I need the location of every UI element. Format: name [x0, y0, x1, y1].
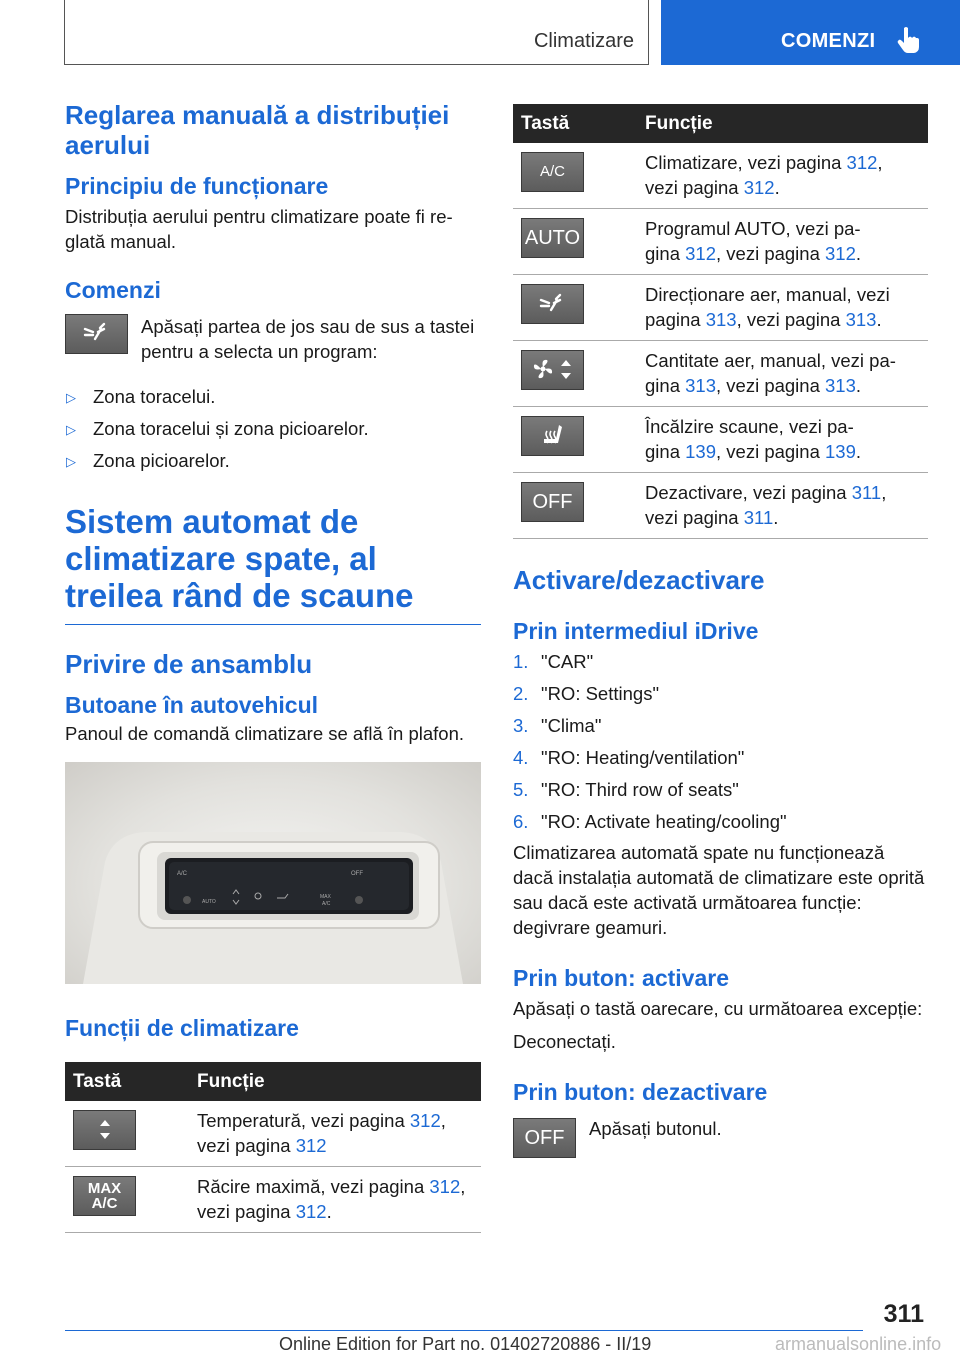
- text-button-on-exception: Deconectați.: [513, 1031, 616, 1052]
- table-row: Temperatură, vezi pagina 312, vezi pagina 312: [65, 1101, 481, 1167]
- column-header: Funcție: [189, 1062, 481, 1101]
- table-row: Cantitate aer, manual, vezi pa- gina 313, vezi pagina 313.: [513, 341, 928, 407]
- list-item: 4. "RO: Heating/ventilation": [513, 747, 745, 768]
- left-column: [65, 100, 481, 1233]
- heading-manual-distribution: Reglarea manuală a distribuției aerului: [65, 100, 450, 160]
- column-header: Funcție: [637, 104, 928, 143]
- page-link[interactable]: 312: [825, 243, 856, 264]
- page-link[interactable]: 313: [705, 309, 737, 330]
- svg-text:AUTO: AUTO: [202, 899, 216, 905]
- table-row: Direcționare aer, manual, vezi pagina 313, vezi pagina 313.: [513, 275, 928, 341]
- heading-button-off: Prin buton: dezactivare: [513, 1079, 768, 1105]
- air-direction-icon: [67, 315, 127, 351]
- page-link[interactable]: 311: [851, 482, 882, 503]
- off-button-icon: OFF: [521, 482, 584, 522]
- page-number: 311: [883, 1300, 924, 1328]
- svg-text:OFF: OFF: [351, 871, 363, 877]
- tab-comenzi[interactable]: [661, 0, 960, 65]
- table-row: Încălzire scaune, vezi pa- gina 139, vezi pagina 139.: [513, 407, 928, 473]
- triangle-bullet-icon: ▷: [66, 422, 76, 437]
- max-ac-button-icon: MAX A/C: [73, 1176, 136, 1216]
- seat-heating-button-icon: [521, 416, 584, 456]
- functions-table-right: [513, 104, 928, 539]
- list-item: ▷ Zona toracelui și zona picioarelor.: [65, 416, 481, 441]
- page-link[interactable]: 312: [295, 1201, 327, 1222]
- page-link[interactable]: 313: [845, 309, 877, 330]
- text-principle: Distribuția aerului pentru climatizare poate fi re-glată manual.: [65, 206, 453, 252]
- text-button-on: Apăsați o tastă oarecare, cu următoarea excepție:: [513, 998, 923, 1019]
- page-link[interactable]: 313: [825, 375, 856, 396]
- list-item: 2. "RO: Settings": [513, 683, 660, 704]
- tab-label: COMENZI: [781, 30, 876, 52]
- off-button-icon: OFF: [513, 1118, 576, 1158]
- heading-controls: Comenzi: [65, 277, 161, 303]
- page-link[interactable]: 312: [685, 243, 716, 264]
- controls-row: [65, 314, 481, 364]
- list-item: ▷ Zona picioarelor.: [65, 448, 481, 473]
- watermark: armanualsonline.info: [775, 1334, 942, 1354]
- text-buttons: Panoul de comandă climatizare se află în plafon.: [65, 723, 465, 744]
- footer-divider: [65, 1330, 863, 1331]
- svg-text:A/C: A/C: [177, 871, 188, 877]
- page-link[interactable]: 312: [743, 177, 775, 198]
- heading-idrive: Prin intermediul iDrive: [513, 618, 759, 644]
- svg-text:A/C: A/C: [322, 901, 331, 907]
- auto-button-icon: AUTO: [521, 218, 584, 258]
- hand-pointer-icon: [897, 26, 921, 54]
- air-direction-button-icon: [65, 314, 128, 354]
- triangle-bullet-icon: ▷: [66, 390, 76, 405]
- heading-principle: Principiu de funcționare: [65, 173, 329, 199]
- page-link[interactable]: 312: [429, 1176, 461, 1197]
- temperature-button-icon: [73, 1110, 136, 1150]
- list-item: 6. "RO: Activate heating/cooling": [513, 811, 787, 832]
- table-header-row: [65, 1062, 481, 1101]
- bullet-list: [65, 384, 481, 473]
- section-divider: [65, 624, 481, 625]
- heading-button-on: Prin buton: activare: [513, 965, 729, 991]
- functions-table-left: [65, 1062, 481, 1233]
- text-auto-note: Climatizarea automată spate nu funcționează dacă instalația automată de climatizare este oprită sau dacă este activată următoarea funcție: degivrare geamuri.: [513, 842, 925, 938]
- up-down-arrow-icon: [75, 1111, 135, 1147]
- column-header: Tastă: [65, 1062, 189, 1101]
- table-row: MAX A/C Răcire maximă, vezi pagina 312, vezi pagina 312.: [65, 1167, 481, 1233]
- heading-functions: Funcții de climatizare: [65, 1015, 299, 1041]
- seat-heating-icon: [523, 417, 583, 453]
- list-item: 5. "RO: Third row of seats": [513, 779, 739, 800]
- header-frame: [64, 0, 649, 65]
- table-row: AUTO Programul AUTO, vezi pa- gina 312, vezi pagina 312.: [513, 209, 928, 275]
- page-link[interactable]: 139: [685, 441, 716, 462]
- page-link[interactable]: 312: [295, 1135, 327, 1156]
- air-direction-button-icon: [521, 284, 584, 324]
- page-link[interactable]: 312: [409, 1110, 441, 1131]
- control-panel-photo: [65, 762, 481, 984]
- heading-buttons-in-vehicle: Butoane în autovehicul: [65, 692, 319, 718]
- text-controls: Apăsați partea de jos sau de sus a tastei pentru a selecta un program:: [141, 316, 475, 362]
- page-link[interactable]: 312: [846, 152, 878, 173]
- heading-activation: Activare/dezactivare: [513, 565, 765, 595]
- ceiling-panel-illustration: [65, 762, 481, 984]
- air-direction-icon: [523, 285, 583, 321]
- list-item: 3. "Clima": [513, 715, 602, 736]
- list-item: 1. "CAR": [513, 651, 594, 672]
- edition-text: Online Edition for Part no. 01402720886 - II/19: [279, 1334, 652, 1354]
- page-link[interactable]: 313: [685, 375, 716, 396]
- off-row: [513, 1118, 928, 1158]
- section-title: Climatizare: [533, 30, 634, 52]
- heading-overview: Privire de ansamblu: [65, 649, 313, 679]
- svg-text:MAX: MAX: [320, 894, 331, 900]
- fan-button-icon: [521, 350, 584, 390]
- page-link[interactable]: 139: [825, 441, 856, 462]
- fan-up-down-icon: [523, 351, 583, 387]
- text-button-off: Apăsați butonul.: [589, 1118, 722, 1139]
- right-column: [513, 104, 928, 1158]
- column-header: Tastă: [513, 104, 637, 143]
- table-row: OFF Dezactivare, vezi pagina 311, vezi pagina 311.: [513, 473, 928, 539]
- triangle-bullet-icon: ▷: [66, 454, 76, 469]
- table-header-row: [513, 104, 928, 143]
- table-row: A/C Climatizare, vezi pagina 312, vezi pagina 312.: [513, 143, 928, 209]
- ac-button-icon: A/C: [521, 152, 584, 192]
- list-item: ▷ Zona toracelui.: [65, 384, 481, 409]
- page-link[interactable]: 311: [743, 507, 774, 528]
- steps-list: [513, 649, 928, 834]
- heading-rear-system: Sistem automat de climatizare spate, al treilea rând de scaune: [65, 503, 414, 614]
